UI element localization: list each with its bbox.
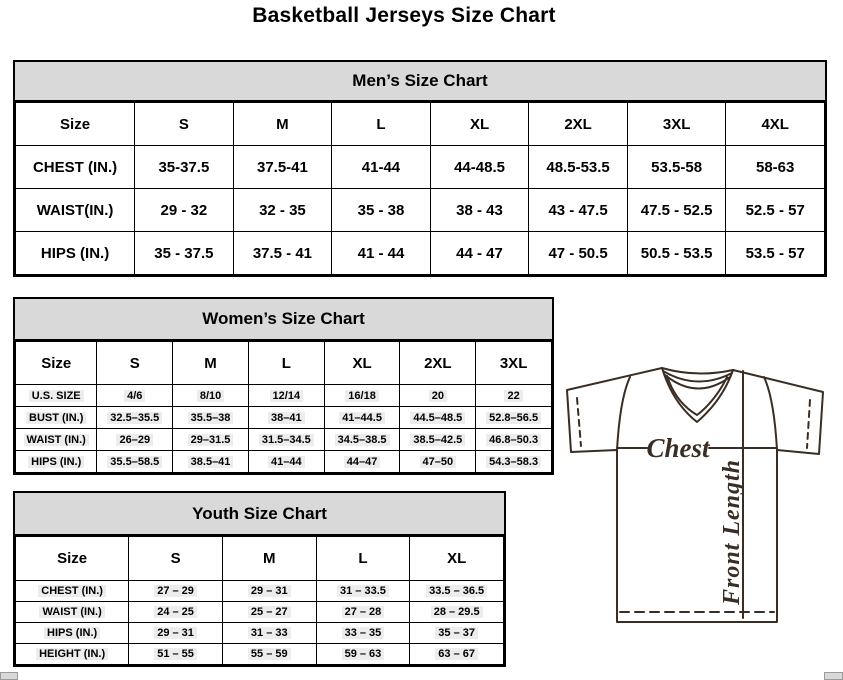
cell-text: 46.8–50.3 [486, 434, 541, 446]
size-value-cell [726, 146, 825, 189]
cell-text: 29 – 31 [154, 627, 197, 639]
size-value-cell [400, 385, 476, 407]
table-row [16, 644, 504, 665]
cell-text: 33.5 – 36.5 [426, 585, 487, 597]
cell-text: 28 – 29.5 [431, 606, 483, 618]
column-header: S [97, 342, 173, 385]
size-value-cell [410, 581, 504, 602]
jersey-armhole-seam-left [617, 377, 630, 450]
table-row [16, 602, 504, 623]
cell-text: CHEST (IN.) [38, 585, 106, 597]
size-value-cell [430, 189, 529, 232]
cell-text: 35 - 37.5 [154, 244, 214, 262]
size-value-cell [173, 451, 249, 473]
row-label [16, 232, 135, 275]
size-value-cell [248, 385, 324, 407]
cell-text: WAIST (IN.) [24, 434, 89, 446]
size-value-cell [222, 644, 316, 665]
table-row [16, 623, 504, 644]
cell-text: 41 - 44 [357, 244, 405, 262]
chest-label: Chest [646, 433, 710, 463]
size-value-cell [726, 232, 825, 275]
front-length-label: Front Length [719, 458, 745, 606]
cell-text: 38–41 [268, 412, 305, 424]
column-header: XL [324, 342, 400, 385]
womens-size-chart [13, 297, 554, 475]
size-value-cell [129, 581, 223, 602]
table-row [16, 189, 825, 232]
size-value-cell [222, 581, 316, 602]
size-value-cell [324, 451, 400, 473]
cell-text: 35 – 37 [435, 627, 478, 639]
size-value-cell [410, 602, 504, 623]
cell-text: 54.3–58.3 [486, 456, 541, 468]
cell-text: 52.5 - 57 [745, 201, 805, 219]
size-value-cell [135, 146, 234, 189]
cell-text: 41–44.5 [339, 412, 385, 424]
size-value-cell [529, 146, 628, 189]
column-header: L [248, 342, 324, 385]
size-value-cell [400, 451, 476, 473]
row-label [16, 146, 135, 189]
row-label [16, 189, 135, 232]
cell-text: 27 – 28 [342, 606, 385, 618]
cell-text: 41–44 [268, 456, 305, 468]
cell-text: 38.5–42.5 [410, 434, 465, 446]
column-header: 2XL [400, 342, 476, 385]
size-value-cell [173, 385, 249, 407]
youth-chart-title: Youth Size Chart [15, 493, 504, 536]
row-label [16, 429, 97, 451]
size-value-cell [410, 644, 504, 665]
size-value-cell [233, 189, 332, 232]
row-label [16, 451, 97, 473]
cell-text: 20 [429, 390, 447, 402]
cell-text: 26–29 [116, 434, 153, 446]
size-value-cell [410, 623, 504, 644]
row-label [16, 602, 129, 623]
size-value-cell [248, 407, 324, 429]
cell-text: 41-44 [361, 158, 401, 176]
size-value-cell [173, 429, 249, 451]
cell-text: 22 [504, 390, 522, 402]
cell-text: 24 – 25 [154, 606, 197, 618]
cell-text: 38 - 43 [456, 201, 503, 219]
cell-text: 47–50 [420, 456, 457, 468]
cell-text: 50.5 - 53.5 [640, 244, 713, 262]
cell-text: 44-48.5 [454, 158, 505, 176]
cell-text: 16/18 [345, 390, 379, 402]
size-value-cell [316, 581, 410, 602]
cell-text: 43 - 47.5 [548, 201, 608, 219]
column-header: M [173, 342, 249, 385]
size-value-cell [332, 189, 431, 232]
column-header: L [316, 537, 410, 581]
sleeve-stitch-right-dashed [807, 400, 810, 448]
size-value-cell [529, 232, 628, 275]
cell-text: 12/14 [270, 390, 304, 402]
size-value-cell [97, 429, 173, 451]
row-label [16, 644, 129, 665]
cell-text: WAIST (IN.) [39, 606, 104, 618]
cell-text: 53.5 - 57 [745, 244, 805, 262]
cell-text: 32.5–35.5 [107, 412, 162, 424]
column-header-row [16, 342, 552, 385]
cell-text: 31 – 33 [248, 627, 291, 639]
size-value-cell [476, 385, 552, 407]
size-value-cell [332, 232, 431, 275]
cell-text: BUST (IN.) [26, 412, 86, 424]
cell-text: 55 – 59 [248, 648, 291, 660]
cell-text: 44.5–48.5 [410, 412, 465, 424]
column-header: Size [16, 342, 97, 385]
womens-chart-title: Women’s Size Chart [15, 299, 552, 341]
size-value-cell [476, 429, 552, 451]
size-value-cell [222, 602, 316, 623]
size-value-cell [324, 429, 400, 451]
size-value-cell [627, 232, 726, 275]
table-row [16, 581, 504, 602]
size-value-cell [135, 189, 234, 232]
cell-text: 25 – 27 [248, 606, 291, 618]
cell-text: 38.5–41 [188, 456, 234, 468]
cell-text: WAIST(IN.) [36, 201, 114, 219]
cell-text: 34.5–38.5 [335, 434, 390, 446]
cell-text: 53.5-58 [651, 158, 703, 176]
cell-text: 31 – 33.5 [337, 585, 389, 597]
column-header: 3XL [627, 103, 726, 146]
youth-size-table [15, 536, 504, 665]
womens-size-table [15, 341, 552, 473]
size-value-cell [248, 451, 324, 473]
table-row [16, 407, 552, 429]
column-header: XL [430, 103, 529, 146]
cell-text: HIPS (IN.) [44, 627, 100, 639]
column-header: S [135, 103, 234, 146]
cell-text: 29–31.5 [188, 434, 234, 446]
mens-size-table [15, 102, 825, 275]
cell-text: 37.5-41 [256, 158, 308, 176]
cell-text: 35-37.5 [158, 158, 210, 176]
size-value-cell [627, 146, 726, 189]
size-value-cell [476, 451, 552, 473]
table-row [16, 232, 825, 275]
column-header: Size [16, 103, 135, 146]
cell-text: U.S. SIZE [29, 390, 84, 402]
size-value-cell [222, 623, 316, 644]
cell-text: 44–47 [344, 456, 381, 468]
size-value-cell [430, 232, 529, 275]
table-row [16, 385, 552, 407]
cell-text: 27 – 29 [154, 585, 197, 597]
cell-text: 29 - 32 [160, 201, 208, 219]
cell-text: 63 – 67 [435, 648, 478, 660]
cell-text: 52.8–56.5 [486, 412, 541, 424]
size-value-cell [316, 602, 410, 623]
row-label [16, 623, 129, 644]
size-value-cell [430, 146, 529, 189]
size-value-cell [476, 407, 552, 429]
cell-text: 35.5–58.5 [107, 456, 162, 468]
size-value-cell [97, 385, 173, 407]
mens-chart-title: Men’s Size Chart [15, 62, 825, 102]
cell-text: CHEST (IN.) [32, 158, 118, 176]
size-value-cell [233, 232, 332, 275]
cell-text: 58-63 [756, 158, 795, 176]
size-value-cell [324, 407, 400, 429]
jersey-armhole-seam-right [764, 377, 777, 450]
size-value-cell [97, 407, 173, 429]
column-header: L [332, 103, 431, 146]
size-value-cell [316, 623, 410, 644]
column-header: M [222, 537, 316, 581]
cell-text: 47.5 - 52.5 [640, 201, 713, 219]
size-value-cell [129, 623, 223, 644]
size-value-cell [627, 189, 726, 232]
row-label [16, 385, 97, 407]
table-row [16, 146, 825, 189]
table-row [16, 451, 552, 473]
size-value-cell [529, 189, 628, 232]
size-value-cell [400, 429, 476, 451]
cell-text: 29 – 31 [248, 585, 291, 597]
size-value-cell [726, 189, 825, 232]
size-value-cell [135, 232, 234, 275]
row-label [16, 581, 129, 602]
table-row [16, 429, 552, 451]
size-value-cell [324, 385, 400, 407]
size-value-cell [316, 644, 410, 665]
size-value-cell [97, 451, 173, 473]
cell-text: 44 - 47 [456, 244, 503, 262]
mens-size-chart [13, 60, 827, 277]
cell-text: 51 – 55 [154, 648, 197, 660]
size-value-cell [233, 146, 332, 189]
size-value-cell [129, 602, 223, 623]
column-header: 4XL [726, 103, 825, 146]
cell-text: 8/10 [197, 390, 224, 402]
sleeve-stitch-left-dashed [577, 398, 581, 446]
size-value-cell [173, 407, 249, 429]
youth-size-chart [13, 491, 506, 667]
cell-text: HIPS (IN.) [40, 244, 110, 262]
cell-text: 47 - 50.5 [548, 244, 608, 262]
cell-text: 37.5 - 41 [252, 244, 313, 262]
cell-text: 35.5–38 [188, 412, 234, 424]
jersey-measurement-diagram [555, 360, 843, 660]
column-header: XL [410, 537, 504, 581]
column-header-row [16, 537, 504, 581]
size-value-cell [248, 429, 324, 451]
cell-text: HEIGHT (IN.) [36, 648, 108, 660]
column-header: M [233, 103, 332, 146]
size-value-cell [400, 407, 476, 429]
jersey-collar-arc-top [662, 368, 733, 374]
row-label [16, 407, 97, 429]
column-header: S [129, 537, 223, 581]
cell-text: 4/6 [124, 390, 145, 402]
cell-text: 31.5–34.5 [259, 434, 314, 446]
column-header: Size [16, 537, 129, 581]
size-value-cell [129, 644, 223, 665]
cell-text: 48.5-53.5 [546, 158, 610, 176]
size-value-cell [332, 146, 431, 189]
cell-text: 33 – 35 [342, 627, 385, 639]
cell-text: 59 – 63 [342, 648, 385, 660]
jersey-outline [567, 368, 823, 622]
cell-text: 32 - 35 [259, 201, 306, 219]
cell-text: HIPS (IN.) [28, 456, 84, 468]
page-title: Basketball Jerseys Size Chart [252, 4, 556, 27]
column-header: 2XL [529, 103, 628, 146]
cell-text: 35 - 38 [357, 201, 405, 219]
column-header-row [16, 103, 825, 146]
column-header: 3XL [476, 342, 552, 385]
